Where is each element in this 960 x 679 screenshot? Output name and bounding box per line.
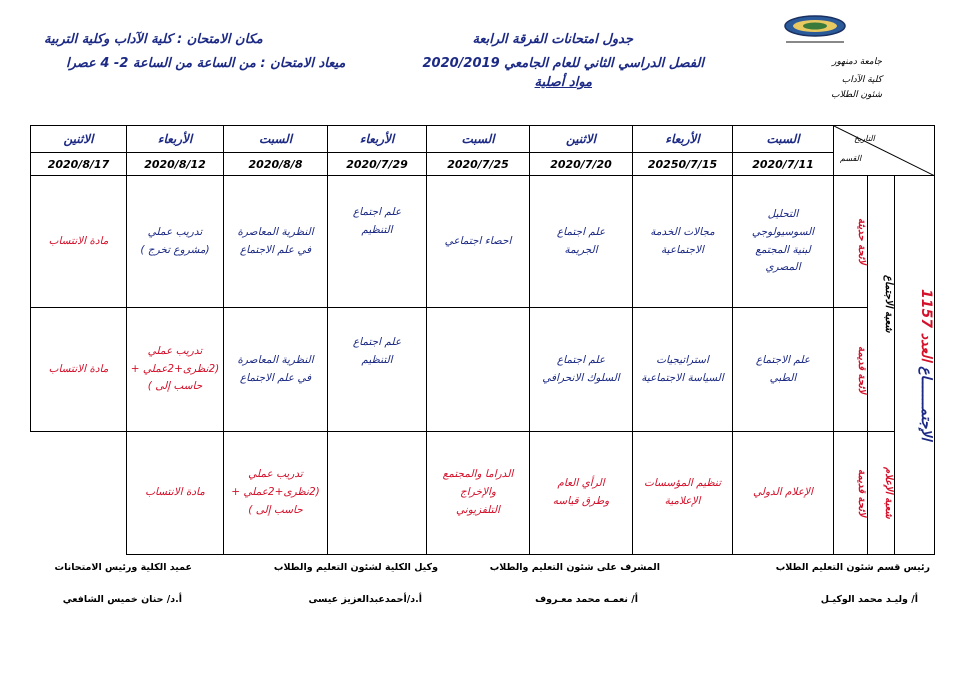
signature-name: أ.د/ حنان خميس الشافعي xyxy=(62,594,182,605)
exam-cell: علم اجتماع التنظيم xyxy=(328,176,427,308)
corner-cell xyxy=(834,126,935,176)
exam-cell: الدراما والمجتمع والإخراج التلفزيوني xyxy=(427,432,530,555)
date-header: 2020/7/20 xyxy=(530,153,633,176)
date-header: 2020/7/29 xyxy=(328,153,427,176)
exam-cell: تدريب عملي (مشروع تخرج ) xyxy=(127,176,224,308)
branch-cell xyxy=(868,176,895,432)
signature-name: أ.د/أحمدعبدالعزيز عيسى xyxy=(308,594,422,605)
exam-cell: علم اجتماع الجريمة xyxy=(530,176,633,308)
date-header: 2020/8/17 xyxy=(31,153,127,176)
branch-label: شعبة الاجتماع xyxy=(883,274,895,333)
page-title: جدول امتحانات الفرقة الرابعة xyxy=(472,32,633,47)
university-name: جامعة دمنهور xyxy=(832,57,882,67)
signature-role: عميد الكلية ورئيس الامتحانات xyxy=(54,562,192,573)
corner-dept-label: القسم xyxy=(840,154,862,163)
signature-role: رئيس قسم شئون التعليم الطلاب xyxy=(775,562,930,573)
semester-title: الفصل الدراسي الثاني للعام الجامعي 2020/2019 xyxy=(422,56,704,71)
branch-label: شعبة الإعلام xyxy=(883,467,895,519)
day-header: السبت xyxy=(224,126,328,153)
day-header: الأربعاء xyxy=(127,126,224,153)
regulation-label: لائحة قديمة xyxy=(856,345,868,394)
exam-place: مكان الامتحان : كلية الآداب وكلية التربية xyxy=(44,32,263,47)
exam-cell: استراتيجيات السياسة الاجتماعية xyxy=(633,308,733,432)
day-header: الاثنين xyxy=(530,126,633,153)
branch-cell xyxy=(868,432,895,555)
subtitle: مواد أصلية xyxy=(534,75,592,90)
exam-cell xyxy=(427,308,530,432)
faculty-name: كلية الآداب xyxy=(841,75,882,85)
regulation-cell xyxy=(834,432,868,555)
exam-cell: مادة الانتساب xyxy=(31,176,127,308)
exam-cell: التحليل السوسيولوجي لبنية المجتمع المصري xyxy=(733,176,834,308)
university-logo xyxy=(778,14,852,48)
exam-cell: مادة الانتساب xyxy=(31,308,127,432)
department-name: الإجتمـــــــاع xyxy=(918,366,935,441)
exam-cell: علم الاجتماع الطبي xyxy=(733,308,834,432)
day-header: الأربعاء xyxy=(328,126,427,153)
signature-name: أ/ نعمـه محمد معـروف xyxy=(535,594,638,605)
exam-cell: مجالات الخدمة الاجتماعية xyxy=(633,176,733,308)
office-name: شئون الطلاب xyxy=(831,90,882,100)
date-header: 2020/7/11 xyxy=(733,153,834,176)
student-count: العدد 1157 xyxy=(918,289,935,362)
exam-cell: الإعلام الدولي xyxy=(733,432,834,555)
regulation-label: لائحة قديمة xyxy=(856,469,868,517)
date-header: 2020/8/8 xyxy=(224,153,328,176)
exam-time: ميعاد الامتحان : من الساعة من الساعة 2- 4 عصرا xyxy=(66,56,346,71)
day-header: السبت xyxy=(427,126,530,153)
exam-cell: احصاء اجتماعي xyxy=(427,176,530,308)
department-cell xyxy=(895,176,935,555)
exam-cell: تنظيم المؤسسات الإعلامية xyxy=(633,432,733,555)
regulation-label: لائحة حديثة xyxy=(856,218,868,265)
corner-date-label: التاريخ xyxy=(854,134,875,143)
exam-cell: مادة الانتساب xyxy=(127,432,224,555)
signature-name: أ/ وليـد محمد الوكيـل xyxy=(820,594,918,605)
day-header: الأربعاء xyxy=(633,126,733,153)
exam-cell: علم اجتماع السلوك الانحرافي xyxy=(530,308,633,432)
regulation-cell xyxy=(834,308,868,432)
exam-cell: النظرية المعاصرة في علم الاجتماع xyxy=(224,176,328,308)
day-header: الاثنين xyxy=(31,126,127,153)
date-header: 2020/7/25 xyxy=(427,153,530,176)
day-header: السبت xyxy=(733,126,834,153)
date-header: 2020/8/12 xyxy=(127,153,224,176)
date-header: 20250/7/15 xyxy=(633,153,733,176)
exam-cell: النظرية المعاصرة في علم الاجتماع xyxy=(224,308,328,432)
exam-schedule-table xyxy=(30,125,935,555)
exam-cell: الرأي العام وطرق قياسه xyxy=(530,432,633,555)
exam-cell: تدريب عملي (2نظرى+2عملي + حاسب إلى ) xyxy=(127,308,224,432)
regulation-cell xyxy=(834,176,868,308)
exam-cell xyxy=(328,432,427,555)
signature-role: وكيل الكلية لشئون التعليم والطلاب xyxy=(273,562,438,573)
exam-cell: علم اجتماع التنظيم xyxy=(328,308,427,432)
signature-role: المشرف على شئون التعليم والطلاب xyxy=(489,562,660,573)
exam-cell: تدريب عملي (2نظرى+2عملي + حاسب إلى ) xyxy=(224,432,328,555)
